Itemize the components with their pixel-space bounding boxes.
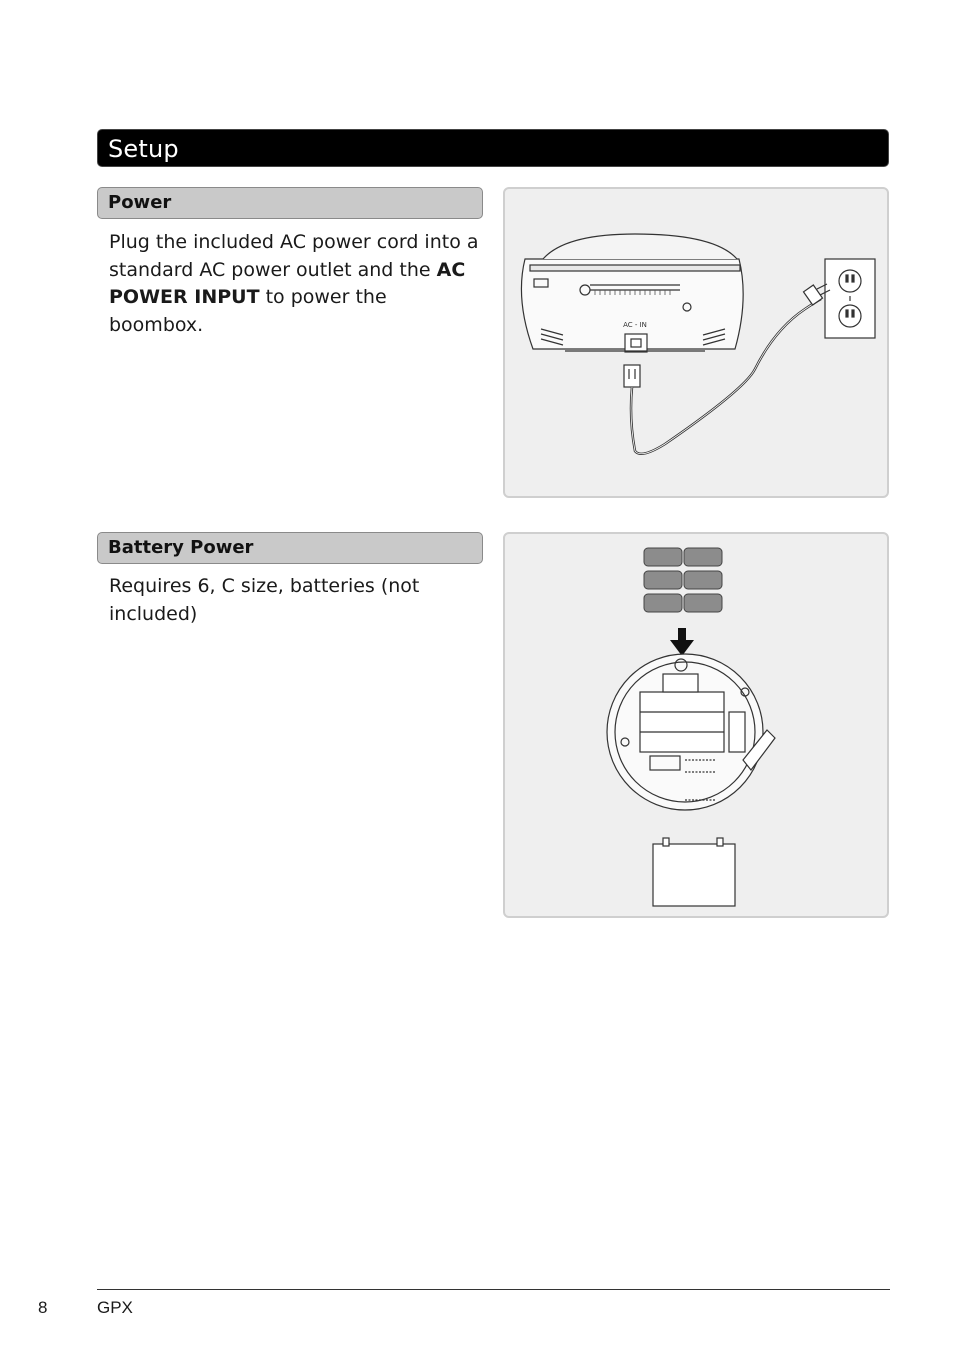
power-heading-bar bbox=[97, 187, 483, 219]
battery-heading: Battery Power bbox=[108, 537, 254, 558]
c-batteries-illustration bbox=[644, 548, 722, 612]
section-header-bar bbox=[97, 129, 889, 167]
battery-cover-illustration bbox=[653, 838, 735, 906]
power-text-before: Plug the included AC power cord into a standard AC power outlet and the bbox=[109, 231, 479, 281]
page-number: 8 bbox=[38, 1298, 48, 1317]
footer-rule bbox=[97, 1289, 890, 1290]
battery-illustration bbox=[503, 532, 889, 918]
power-illustration bbox=[503, 187, 889, 498]
battery-description: Requires 6, C size, batteries (not included) bbox=[109, 575, 420, 625]
power-heading: Power bbox=[108, 192, 172, 213]
power-text-after: to power the boombox. bbox=[109, 286, 387, 336]
insert-arrow-icon bbox=[670, 628, 694, 656]
power-text-bold: AC POWER INPUT bbox=[109, 258, 466, 308]
wall-outlet-illustration bbox=[825, 259, 875, 338]
section-title: Setup bbox=[108, 135, 179, 163]
footer-brand: GPX bbox=[97, 1298, 133, 1317]
ac-in-label: AC - IN bbox=[623, 321, 647, 329]
power-description bbox=[109, 229, 479, 339]
battery-heading-bar bbox=[97, 532, 483, 564]
boombox-back-illustration bbox=[521, 234, 743, 352]
battery-compartment-illustration bbox=[607, 654, 775, 810]
